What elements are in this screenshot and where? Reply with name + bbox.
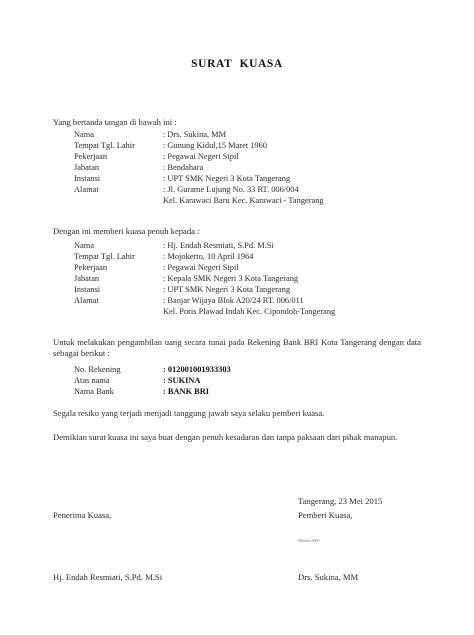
receiver-label: Penerima Kuasa, [53,510,112,520]
grantee-label-agency: Instansi [74,285,101,294]
giver-name: Drs. Sukina, MM [298,572,359,582]
account-label-holder: Atas nama [74,376,110,385]
place-date: Tangerang, 23 Mei 2015 [298,496,383,506]
grantor-label-address: Alamat [74,185,99,194]
responsibility-text: Segala resiko yang terjadi menjadi tanggung jawab saya selaku pemberi kuasa. [53,408,325,418]
account-value-holder: : SUKINA [163,376,201,385]
purpose-paragraph: Untuk melakukan pengambilan uang secara tunai pada Rekening Bank BRI Kota Tangerang dengan data sebagai berikut : [53,337,421,358]
document-title: SURAT KUASA [191,58,283,70]
grantee-label-address: Alamat [74,296,99,305]
grantor-label-agency: Instansi [74,174,101,183]
grantee-value-position: : Kepala SMK Negeri 3 Kota Tangerang [163,274,299,283]
grantor-label-birth: Tempat Tgl. Lahir [74,141,135,150]
revenue-stamp-text: Materai 6000 [298,538,320,543]
grantee-label-birth: Tempat Tgl. Lahir [74,252,135,261]
grantor-value-job: : Pegawai Negeri Sipil [163,152,239,161]
intro-text: Yang bertanda tangan di bawah ini : [53,117,177,127]
grantee-value-job: : Pegawai Negeri Sipil [163,263,239,272]
grantee-value-agency: : UPT SMK Negeri 3 Kota Tangerang [163,285,291,294]
grantor-label-name: Nama [74,130,94,139]
grantor-value-name: : Drs. Sukina, MM [163,130,227,139]
grantor-label-job: Pekerjaan [74,152,108,161]
account-value-bank: : BANK BRI [163,387,210,396]
receiver-name: Hj. Endah Resmiati, S.Pd. M.Si [53,572,163,582]
closing-paragraph: Demikian surat kuasa ini saya buat dengan penuh kesadaran dan tanpa paksaan dari pihak manapun. [53,432,398,442]
grantor-value-agency: : UPT SMK Negeri 3 Kota Tangerang [163,174,291,183]
grantee-label-job: Pekerjaan [74,263,108,272]
grantee-value-birth: : Mojokerto, 10 April 1964 [163,252,254,261]
grantee-label-name: Nama [74,241,94,250]
grantor-value-address-line2: Kel. Karawaci Baru Kec. Karawaci - Tangerang [163,196,324,205]
account-label-number: No. Rekening [74,365,121,374]
account-label-bank: Nama Bank [74,387,114,396]
account-value-number: : 012001001933303 [163,365,231,374]
grantor-label-position: Jabatan [74,163,100,172]
grantor-value-birth: : Gunung Kidul,15 Maret 1960 [163,141,267,150]
grantee-value-address: : Banjar Wijaya Blok A20/24 RT. 006/011 [163,296,304,305]
giver-label: Pemberi Kuasa, [298,510,353,520]
grantor-value-position: : Bendahara [163,163,204,172]
grantee-label-position: Jabatan [74,274,100,283]
grantor-value-address: : Jl. Gurame Lujung No. 33 RT. 006/004 [163,185,299,194]
grantee-value-name: : Hj. Endah Resmiati, S.Pd. M.Si [163,241,274,250]
power-intro-text: Dengan ini memberi kuasa penuh kepada : [53,226,200,236]
grantee-value-address-line2: Kel. Poris Plawad Indah Kec. Cipondoh-Tangerang [163,307,336,316]
